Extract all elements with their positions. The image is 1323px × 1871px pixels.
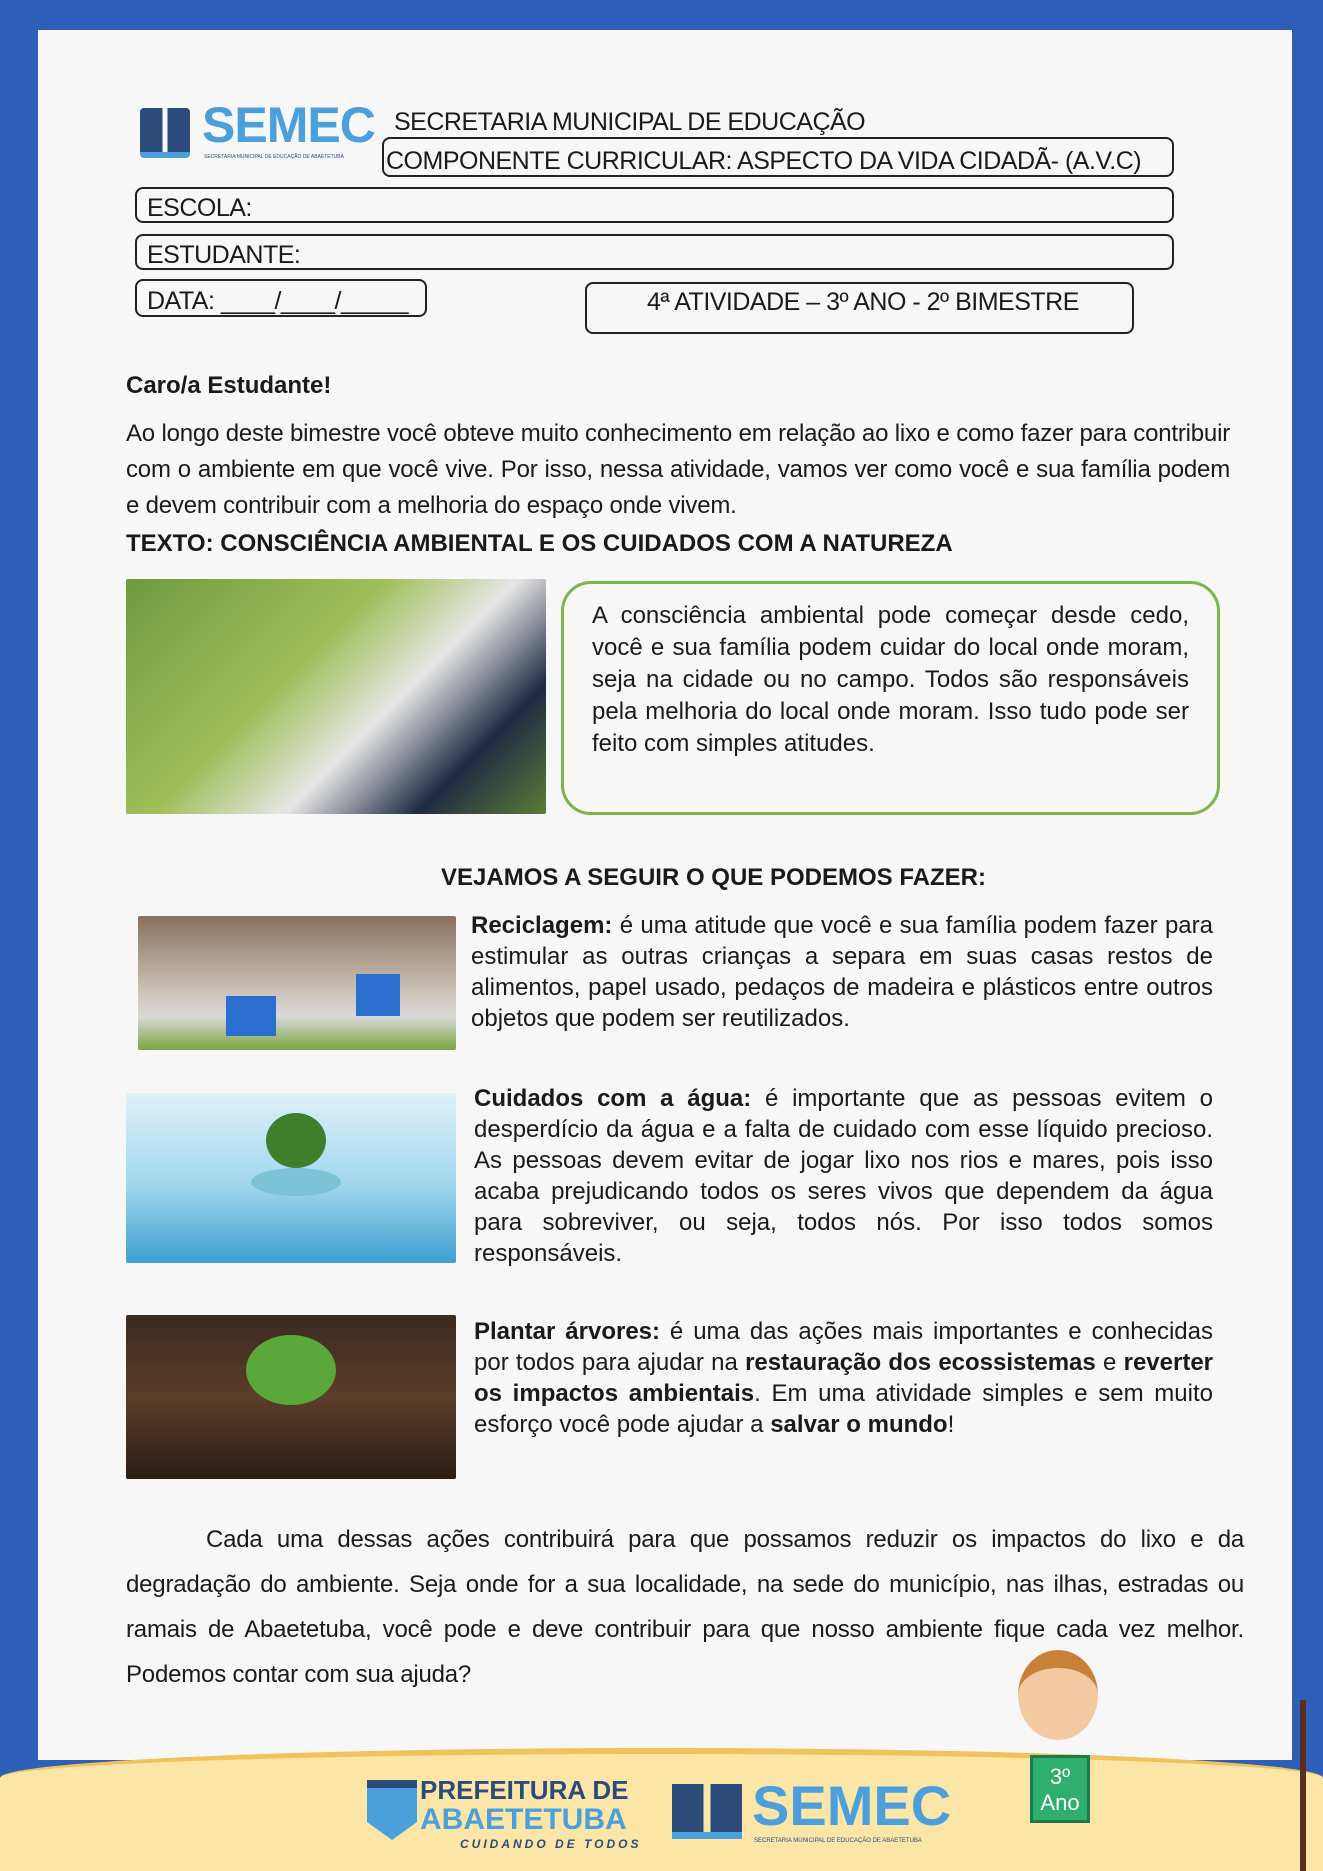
tree-trunk xyxy=(1300,1700,1306,1871)
water-earth-photo xyxy=(126,1093,456,1263)
escola-field[interactable]: ESCOLA: xyxy=(135,187,1174,223)
intro-section xyxy=(126,372,1230,558)
class-sign: 3º Ano xyxy=(1030,1755,1090,1823)
footer-band xyxy=(0,1748,1323,1871)
item-arvores: Plantar árvores: é uma das ações mais importantes e conhecidas por todos para ajudar na restauração dos ecossistemas e reverter os impactos ambientais. Em uma atividade simples e sem muito esforço você pode ajudar a salvar o mundo! xyxy=(474,1318,1214,1438)
greeting: Caro/a Estudante! xyxy=(126,372,332,399)
item-reciclagem: Reciclagem: é uma atitude que você e sua família podem fazer para estimular as outras crianças a separa em suas casas restos de alimentos, papel usado, pedaços de madeira e plásticos entre outros objetos que podem ser reutilizados. xyxy=(471,912,1213,1032)
footer-semec-logo: SEMEC xyxy=(752,1774,952,1837)
intro-paragraph: Ao longo deste bimestre você obteve muito conhecimento em relação ao lixo e como fazer para contribuir com o ambiente em que você vive. Por isso, nessa atividade, vamos ver como você e sua família podem e devem contribuir com a melhoria do espaço onde vivem. xyxy=(126,420,1230,519)
semec-logo: SEMEC SECRETARIA MUNICIPAL DE EDUCAÇÃO DE ABAETETUBA xyxy=(140,100,372,164)
book-icon xyxy=(672,1784,742,1839)
planting-tree-photo xyxy=(126,1315,456,1479)
item-agua: Cuidados com a água: é importante que as pessoas evitem o desperdício da água e a falta de cuidado com esse líquido precioso. As pessoas devem evitar de jogar lixo nos rios e mares, pois isso acaba prejudicando todos os seres vivos que dependem da água para sobreviver, ou seja, todos nós. Por isso todos somos responsáveis. xyxy=(474,1085,1213,1267)
data-field[interactable]: DATA: ____/____/_____ xyxy=(135,279,427,317)
book-icon xyxy=(140,108,190,158)
recycle-bin-icon xyxy=(356,974,400,1016)
family-cleaning-photo xyxy=(126,579,546,814)
vejamos-heading: VEJAMOS A SEGUIR O QUE PODEMOS FAZER: xyxy=(441,864,986,891)
consciencia-box: A consciência ambiental pode começar desde cedo, você e sua família podem cuidar do local onde moram, seja na cidade ou no campo. Todos são responsáveis pela melhoria do local onde moram. Isso tudo pode ser feito com simples atitudes. xyxy=(561,581,1220,815)
closing-paragraph: Cada uma dessas ações contribuirá para que possamos reduzir os impactos do lixo e da degradação do ambiente. Seja onde for a sua localidade, na sede do município, nas ilhas, estradas ou ramais de Abaetetuba, você pode e deve contribuir para que nosso ambiente fique cada vez melhor. Podemos contar com sua ajuda? xyxy=(126,1526,1244,1688)
estudante-field[interactable]: ESTUDANTE: xyxy=(135,234,1174,270)
atividade-box: 4ª ATIVIDADE – 3º ANO - 2º BIMESTRE xyxy=(585,282,1134,334)
prefeitura-logo: PREFEITURA DE ABAETETUBA CUIDANDO DE TODOS xyxy=(420,1775,642,1851)
recycle-bin-icon xyxy=(226,996,276,1036)
girl-mascot xyxy=(1018,1650,1098,1740)
tree-globe-icon xyxy=(266,1113,326,1168)
secretaria-title: SECRETARIA MUNICIPAL DE EDUCAÇÃO xyxy=(394,108,866,136)
seedling-icon xyxy=(246,1335,336,1405)
texto-title: TEXTO: CONSCIÊNCIA AMBIENTAL E OS CUIDADOS COM A NATUREZA xyxy=(126,530,953,557)
recycling-kids-photo xyxy=(138,916,456,1050)
componente-curricular: COMPONENTE CURRICULAR: ASPECTO DA VIDA CIDADÃ- (A.V.C) xyxy=(382,137,1174,177)
